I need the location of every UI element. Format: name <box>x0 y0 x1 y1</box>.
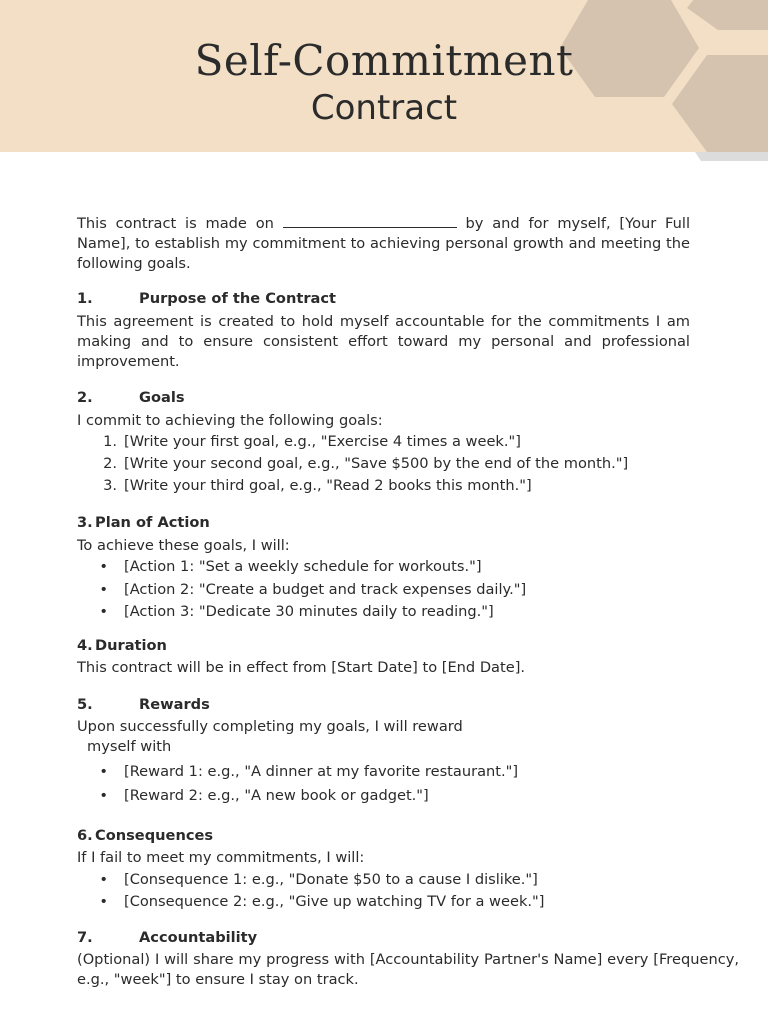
section-heading-goals <box>77 389 185 406</box>
section-title: Consequences <box>95 827 214 844</box>
section-number: 3. <box>77 514 93 531</box>
intro-text-start: This contract is made on <box>77 215 274 232</box>
section-number: 7. <box>77 929 93 946</box>
intro-text-end: by and for myself, [Your Full Name], to establish my commitment to achieving personal growth and meeting the following goals. <box>77 215 691 272</box>
section-number: 6. <box>77 827 93 844</box>
document-subtitle: Contract <box>310 88 458 128</box>
section-heading-plan <box>77 514 210 531</box>
section-text-rewards-line2: myself with <box>87 738 172 755</box>
section-number: 5. <box>77 696 93 713</box>
list-item-text: [Consequence 1: e.g., "Donate $50 to a cause I dislike."] <box>124 871 538 888</box>
section-text-rewards-line1: Upon successfully completing my goals, I will reward <box>77 718 463 735</box>
section-heading-duration <box>77 637 167 654</box>
section-number: 2. <box>77 389 93 406</box>
section-number: 4. <box>77 637 93 654</box>
bullet-icon: • <box>99 871 108 888</box>
section-text-accountability: (Optional) I will share my progress with [Accountability Partner's Name] every [Frequency, e.g., "week"] to ensure I stay on track. <box>77 951 739 988</box>
bullet-icon: • <box>99 581 108 598</box>
list-item-text: [Write your first goal, e.g., "Exercise 4 times a week."] <box>124 433 521 450</box>
intro-paragraph <box>77 214 690 274</box>
date-blank-line[interactable] <box>283 214 457 228</box>
section-title: Accountability <box>139 929 258 946</box>
section-title: Rewards <box>139 696 210 713</box>
list-item-text: [Action 2: "Create a budget and track expenses daily."] <box>124 581 527 598</box>
list-item-text: [Write your third goal, e.g., "Read 2 books this month."] <box>124 477 532 494</box>
list-item-text: [Write your second goal, e.g., "Save $500 by the end of the month."] <box>124 455 629 472</box>
list-marker: 2. <box>103 455 117 472</box>
list-marker: 1. <box>103 433 117 450</box>
list-item-text: [Action 1: "Set a weekly schedule for workouts."] <box>124 558 482 575</box>
bullet-icon: • <box>99 558 108 575</box>
bullet-icon: • <box>99 603 108 620</box>
list-item-text: [Reward 2: e.g., "A new book or gadget."] <box>124 787 429 804</box>
section-title: Purpose of the Contract <box>139 290 336 307</box>
list-item-text: [Consequence 2: e.g., "Give up watching TV for a week."] <box>124 893 545 910</box>
list-marker: 3. <box>103 477 117 494</box>
bullet-icon: • <box>99 787 108 804</box>
section-heading-rewards <box>77 696 210 713</box>
bullet-icon: • <box>99 763 108 780</box>
hexagon-shadow <box>0 0 768 165</box>
list-item-text: [Reward 1: e.g., "A dinner at my favorite restaurant."] <box>124 763 519 780</box>
section-heading-purpose <box>77 290 336 307</box>
document-title: Self-Commitment <box>194 36 574 85</box>
section-title: Duration <box>95 637 167 654</box>
section-text-duration: This contract will be in effect from [Start Date] to [End Date]. <box>77 659 526 676</box>
section-title: Goals <box>139 389 185 406</box>
section-text-plan: To achieve these goals, I will: <box>77 537 290 554</box>
section-text-purpose: This agreement is created to hold myself accountable for the commitments I am making and to ensure consistent effort toward my personal and professional improvement. <box>77 313 690 370</box>
section-heading-consequences <box>77 827 214 844</box>
list-item-text: [Action 3: "Dedicate 30 minutes daily to reading."] <box>124 603 494 620</box>
section-heading-accountability <box>77 929 258 946</box>
section-number: 1. <box>77 290 93 307</box>
section-text-goals: I commit to achieving the following goals: <box>77 412 383 429</box>
bullet-icon: • <box>99 893 108 910</box>
section-text-consequences: If I fail to meet my commitments, I will: <box>77 849 365 866</box>
section-title: Plan of Action <box>95 514 210 531</box>
